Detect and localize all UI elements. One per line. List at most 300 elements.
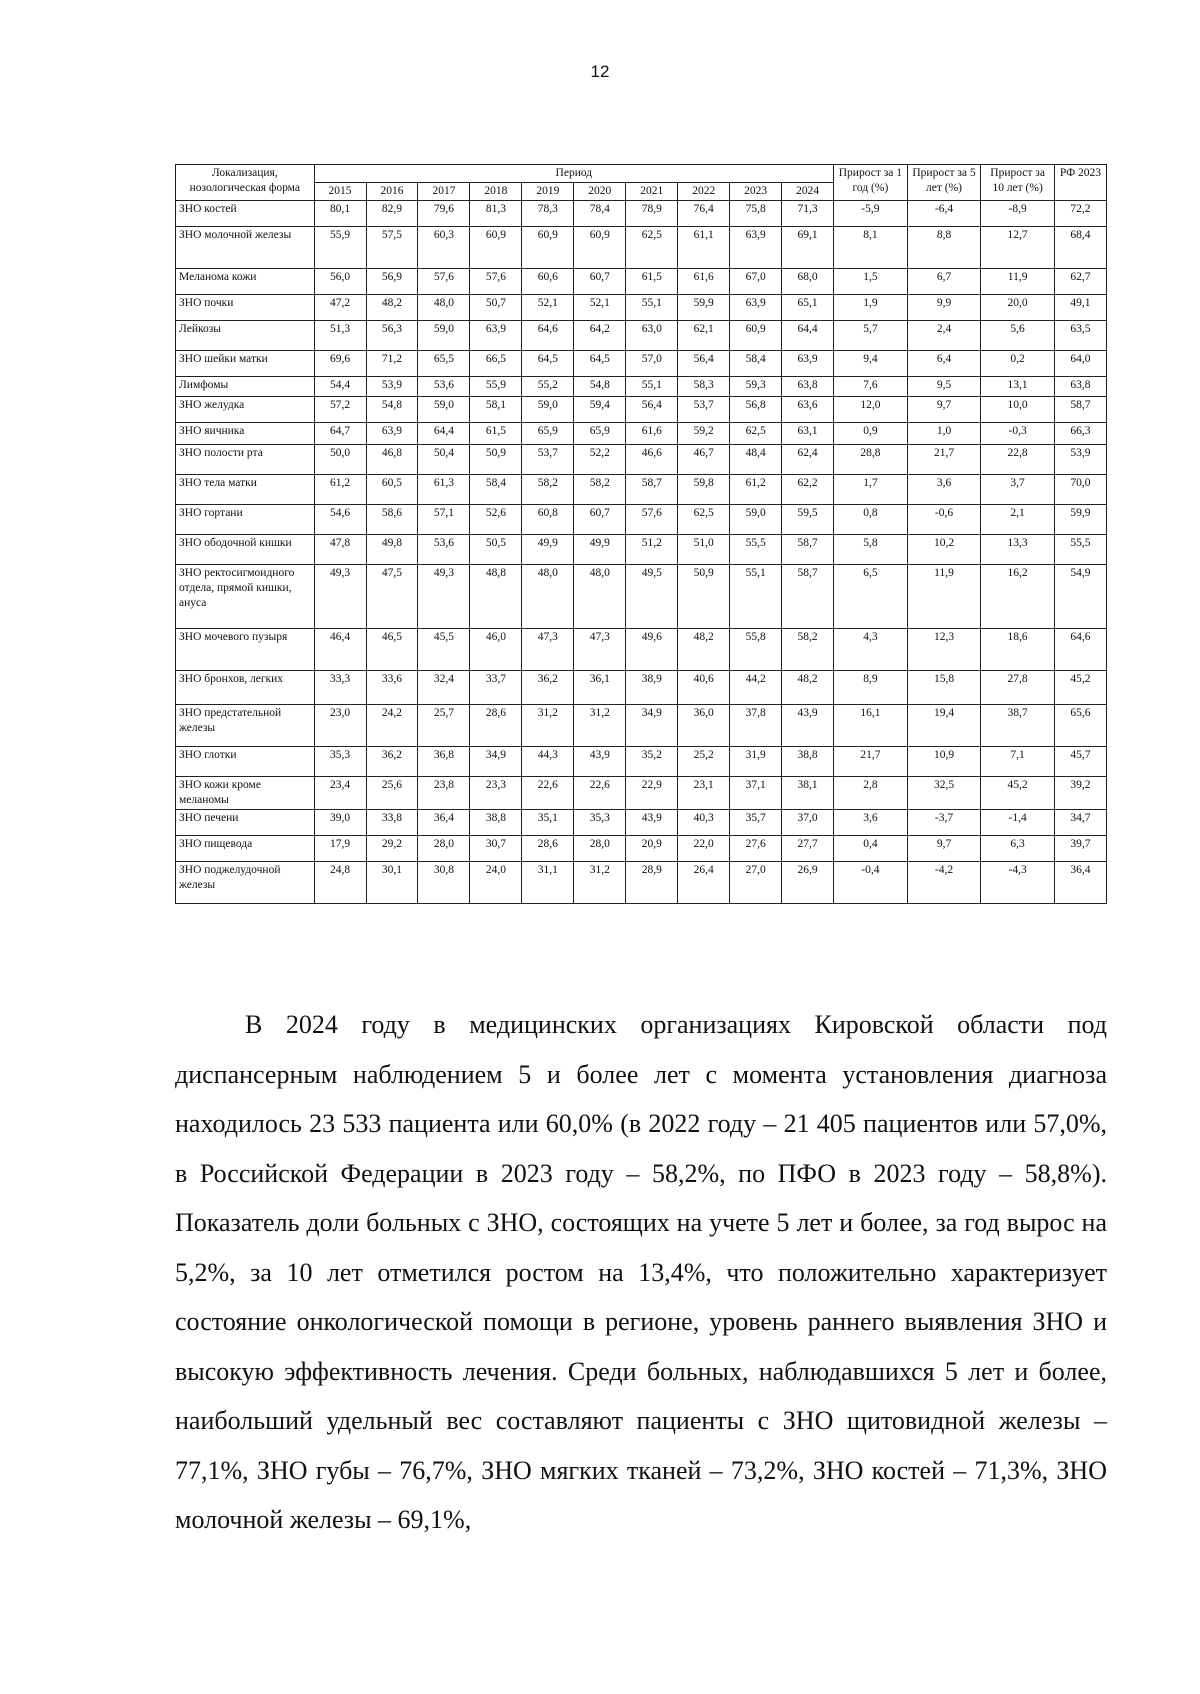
table-cell: 59,0 bbox=[730, 505, 782, 535]
table-row bbox=[176, 269, 1107, 295]
table-cell: 31,1 bbox=[522, 862, 574, 904]
table-row bbox=[176, 377, 1107, 397]
table-cell: 62,5 bbox=[730, 423, 782, 445]
row-label: ЗНО молочной железы bbox=[176, 227, 315, 269]
table-cell: 16,1 bbox=[834, 705, 908, 747]
table-cell: 61,6 bbox=[626, 423, 678, 445]
table-cell: -4,2 bbox=[907, 862, 981, 904]
table-cell: 32,4 bbox=[418, 671, 470, 705]
table-cell: 57,2 bbox=[314, 397, 366, 423]
table-cell: -6,4 bbox=[907, 201, 981, 227]
table-cell: 34,9 bbox=[626, 705, 678, 747]
table-cell: 48,2 bbox=[366, 295, 418, 321]
table-cell: 50,4 bbox=[418, 445, 470, 475]
table-cell: 20,0 bbox=[981, 295, 1055, 321]
table-cell: 25,7 bbox=[418, 705, 470, 747]
table-cell: 69,6 bbox=[314, 351, 366, 377]
table-cell: 71,2 bbox=[366, 351, 418, 377]
table-cell: 78,9 bbox=[626, 201, 678, 227]
table-cell: 65,9 bbox=[522, 423, 574, 445]
header-growth-1y: Прирост за 1 год (%) bbox=[834, 165, 908, 201]
table-cell: 6,5 bbox=[834, 565, 908, 629]
table-cell: 20,9 bbox=[626, 836, 678, 862]
table-cell: 35,3 bbox=[574, 810, 626, 836]
row-label: ЗНО ободочной кишки bbox=[176, 535, 315, 565]
body-paragraph: В 2024 году в медицинских организациях Кировской области под диспансерным наблюдением 5 и более лет с момента установления диагноза находилось 23 533 пациента или 60,0% (в 2022 году – 21 405 пациентов или 57,0%, в Российской Федерации в 2023 году – 58,2%, по ПФО в 2023 году – 58,8%). Показатель доли больных с ЗНО, состоящих на учете 5 лет и более, за год вырос на 5,2%, за 10 лет отметился ростом на 13,4%, что положительно характеризует состояние онкологической помощи в регионе, уровень раннего выявления ЗНО и высокую эффективность лечения. Среди больных, наблюдавшихся 5 лет и более, наибольший удельный вес составляют пациенты с ЗНО щитовидной железы – 77,1%, ЗНО губы – 76,7%, ЗНО мягких тканей – 73,2%, ЗНО костей – 71,3%, ЗНО молочной железы – 69,1%, bbox=[175, 1010, 1107, 1534]
table-cell: 34,7 bbox=[1054, 810, 1106, 836]
table-cell: 28,9 bbox=[626, 862, 678, 904]
header-year: 2019 bbox=[522, 183, 574, 201]
table-cell: 58,7 bbox=[782, 565, 834, 629]
table-cell: 23,3 bbox=[470, 777, 522, 810]
table-cell: 35,2 bbox=[626, 747, 678, 777]
table-cell: 16,2 bbox=[981, 565, 1055, 629]
table-cell: 60,9 bbox=[574, 227, 626, 269]
table-cell: 36,1 bbox=[574, 671, 626, 705]
table-cell: 35,7 bbox=[730, 810, 782, 836]
table-cell: 26,9 bbox=[782, 862, 834, 904]
row-label: ЗНО ректосигмоидного отдела, прямой кишки, ануса bbox=[176, 565, 315, 629]
header-rf-2023: РФ 2023 bbox=[1054, 165, 1106, 201]
header-year: 2020 bbox=[574, 183, 626, 201]
table-cell: 56,9 bbox=[366, 269, 418, 295]
table-cell: 44,3 bbox=[522, 747, 574, 777]
table-cell: 49,3 bbox=[418, 565, 470, 629]
table-cell: 59,8 bbox=[678, 475, 730, 505]
table-cell: 1,5 bbox=[834, 269, 908, 295]
table-cell: 33,6 bbox=[366, 671, 418, 705]
table-row bbox=[176, 705, 1107, 747]
table-cell: 13,1 bbox=[981, 377, 1055, 397]
table-cell: 31,2 bbox=[522, 705, 574, 747]
table-cell: 38,9 bbox=[626, 671, 678, 705]
table-cell: 33,8 bbox=[366, 810, 418, 836]
table-cell: 12,0 bbox=[834, 397, 908, 423]
table-cell: 10,2 bbox=[907, 535, 981, 565]
row-label: ЗНО почки bbox=[176, 295, 315, 321]
row-label: Меланома кожи bbox=[176, 269, 315, 295]
table-cell: 49,8 bbox=[366, 535, 418, 565]
table-cell: 0,4 bbox=[834, 836, 908, 862]
table-cell: 38,8 bbox=[470, 810, 522, 836]
table-cell: 62,5 bbox=[678, 505, 730, 535]
table-cell: 18,6 bbox=[981, 629, 1055, 671]
table-cell: 15,8 bbox=[907, 671, 981, 705]
table-cell: 58,2 bbox=[782, 629, 834, 671]
table-cell: 55,1 bbox=[730, 565, 782, 629]
table-cell: 55,8 bbox=[730, 629, 782, 671]
table-row bbox=[176, 535, 1107, 565]
row-label: ЗНО яичника bbox=[176, 423, 315, 445]
table-cell: 62,1 bbox=[678, 321, 730, 351]
table-cell: 11,9 bbox=[981, 269, 1055, 295]
table-cell: 64,5 bbox=[522, 351, 574, 377]
table-cell: 40,6 bbox=[678, 671, 730, 705]
table-cell: 61,1 bbox=[678, 227, 730, 269]
table-cell: 75,8 bbox=[730, 201, 782, 227]
table-cell: 53,6 bbox=[418, 535, 470, 565]
table-cell: 53,7 bbox=[522, 445, 574, 475]
table-cell: 59,0 bbox=[522, 397, 574, 423]
table-cell: 23,0 bbox=[314, 705, 366, 747]
table-row bbox=[176, 747, 1107, 777]
table-cell: 5,6 bbox=[981, 321, 1055, 351]
table-cell: -5,9 bbox=[834, 201, 908, 227]
table-cell: 47,8 bbox=[314, 535, 366, 565]
table-cell: -1,4 bbox=[981, 810, 1055, 836]
table-cell: 8,8 bbox=[907, 227, 981, 269]
table-cell: 55,9 bbox=[314, 227, 366, 269]
table-cell: 32,5 bbox=[907, 777, 981, 810]
table-cell: 28,0 bbox=[418, 836, 470, 862]
table-cell: 2,8 bbox=[834, 777, 908, 810]
table-cell: 25,6 bbox=[366, 777, 418, 810]
table-cell: 82,9 bbox=[366, 201, 418, 227]
table-cell: 50,9 bbox=[678, 565, 730, 629]
table-cell: 49,3 bbox=[314, 565, 366, 629]
table-cell: -0,3 bbox=[981, 423, 1055, 445]
table-cell: 60,3 bbox=[418, 227, 470, 269]
table-cell: 57,6 bbox=[418, 269, 470, 295]
table-cell: 26,4 bbox=[678, 862, 730, 904]
table-cell: 43,9 bbox=[626, 810, 678, 836]
table-cell: 72,2 bbox=[1054, 201, 1106, 227]
table-cell: 3,6 bbox=[907, 475, 981, 505]
table-cell: 31,9 bbox=[730, 747, 782, 777]
table-cell: 49,6 bbox=[626, 629, 678, 671]
table-cell: 60,6 bbox=[522, 269, 574, 295]
table-cell: 23,1 bbox=[678, 777, 730, 810]
table-cell: 48,2 bbox=[678, 629, 730, 671]
table-cell: 67,0 bbox=[730, 269, 782, 295]
table-cell: 56,8 bbox=[730, 397, 782, 423]
table-cell: 46,7 bbox=[678, 445, 730, 475]
table-cell: 55,9 bbox=[470, 377, 522, 397]
table-cell: 22,6 bbox=[522, 777, 574, 810]
table-cell: 39,2 bbox=[1054, 777, 1106, 810]
table-cell: 62,4 bbox=[782, 445, 834, 475]
table-cell: 52,1 bbox=[522, 295, 574, 321]
table-cell: 60,7 bbox=[574, 269, 626, 295]
page-number: 12 bbox=[590, 62, 610, 81]
table-cell: 58,2 bbox=[522, 475, 574, 505]
table-cell: 7,1 bbox=[981, 747, 1055, 777]
table-cell: 52,1 bbox=[574, 295, 626, 321]
table-cell: 58,7 bbox=[782, 535, 834, 565]
table-cell: 61,6 bbox=[678, 269, 730, 295]
table-cell: 49,9 bbox=[522, 535, 574, 565]
table-cell: 31,2 bbox=[574, 705, 626, 747]
table-cell: 21,7 bbox=[907, 445, 981, 475]
table-cell: 0,8 bbox=[834, 505, 908, 535]
table-cell: 27,6 bbox=[730, 836, 782, 862]
row-label: ЗНО костей bbox=[176, 201, 315, 227]
table-cell: 60,7 bbox=[574, 505, 626, 535]
row-label: ЗНО предстательной железы bbox=[176, 705, 315, 747]
table-cell: 6,4 bbox=[907, 351, 981, 377]
row-label: Лимфомы bbox=[176, 377, 315, 397]
table-cell: 9,9 bbox=[907, 295, 981, 321]
table-cell: 56,3 bbox=[366, 321, 418, 351]
table-cell: 47,5 bbox=[366, 565, 418, 629]
table-cell: 81,3 bbox=[470, 201, 522, 227]
table-cell: 48,8 bbox=[470, 565, 522, 629]
table-row bbox=[176, 201, 1107, 227]
table-cell: 59,4 bbox=[574, 397, 626, 423]
table-row bbox=[176, 397, 1107, 423]
table-cell: 44,2 bbox=[730, 671, 782, 705]
table-cell: 40,3 bbox=[678, 810, 730, 836]
table-cell: 22,9 bbox=[626, 777, 678, 810]
table-cell: 63,8 bbox=[1054, 377, 1106, 397]
table-cell: 53,9 bbox=[366, 377, 418, 397]
table-row bbox=[176, 227, 1107, 269]
table-cell: 60,5 bbox=[366, 475, 418, 505]
table-cell: 45,5 bbox=[418, 629, 470, 671]
table-cell: -0,6 bbox=[907, 505, 981, 535]
table-cell: 58,6 bbox=[366, 505, 418, 535]
table-cell: 58,7 bbox=[626, 475, 678, 505]
table-cell: 63,9 bbox=[730, 227, 782, 269]
table-cell: -8,9 bbox=[981, 201, 1055, 227]
table-cell: 53,6 bbox=[418, 377, 470, 397]
table-row bbox=[176, 629, 1107, 671]
table-cell: 57,6 bbox=[626, 505, 678, 535]
table-cell: 49,5 bbox=[626, 565, 678, 629]
table-cell: 57,1 bbox=[418, 505, 470, 535]
table-cell: 37,1 bbox=[730, 777, 782, 810]
table-cell: 38,7 bbox=[981, 705, 1055, 747]
table-cell: 50,5 bbox=[470, 535, 522, 565]
table-cell: 63,6 bbox=[782, 397, 834, 423]
table-cell: -0,4 bbox=[834, 862, 908, 904]
table-cell: 66,5 bbox=[470, 351, 522, 377]
table-cell: 6,7 bbox=[907, 269, 981, 295]
table-cell: 50,9 bbox=[470, 445, 522, 475]
header-growth-10y: Прирост за 10 лет (%) bbox=[981, 165, 1055, 201]
table-cell: 23,4 bbox=[314, 777, 366, 810]
table-cell: 55,2 bbox=[522, 377, 574, 397]
table-cell: 76,4 bbox=[678, 201, 730, 227]
table-cell: 2,4 bbox=[907, 321, 981, 351]
table-cell: 63,1 bbox=[782, 423, 834, 445]
table-cell: 47,3 bbox=[574, 629, 626, 671]
table-cell: 45,2 bbox=[981, 777, 1055, 810]
table-cell: 12,7 bbox=[981, 227, 1055, 269]
table-cell: 65,5 bbox=[418, 351, 470, 377]
table-cell: -3,7 bbox=[907, 810, 981, 836]
table-cell: 33,3 bbox=[314, 671, 366, 705]
table-cell: 57,0 bbox=[626, 351, 678, 377]
table-cell: 60,9 bbox=[470, 227, 522, 269]
table-cell: 46,6 bbox=[626, 445, 678, 475]
table-cell: 55,1 bbox=[626, 295, 678, 321]
table-row bbox=[176, 836, 1107, 862]
table-cell: 61,5 bbox=[470, 423, 522, 445]
row-label: ЗНО шейки матки bbox=[176, 351, 315, 377]
table-cell: 50,0 bbox=[314, 445, 366, 475]
table-cell: 38,1 bbox=[782, 777, 834, 810]
table-cell: 65,1 bbox=[782, 295, 834, 321]
table-cell: 59,3 bbox=[730, 377, 782, 397]
table-cell: 69,1 bbox=[782, 227, 834, 269]
table-cell: 57,6 bbox=[470, 269, 522, 295]
table-cell: 27,0 bbox=[730, 862, 782, 904]
table-cell: 59,2 bbox=[678, 423, 730, 445]
header-year: 2018 bbox=[470, 183, 522, 201]
table-cell: 56,4 bbox=[678, 351, 730, 377]
header-growth-5y: Прирост за 5 лет (%) bbox=[907, 165, 981, 201]
table-cell: 59,0 bbox=[418, 397, 470, 423]
table-cell: 59,5 bbox=[782, 505, 834, 535]
table-cell: 53,7 bbox=[678, 397, 730, 423]
row-label: ЗНО поджелудочной железы bbox=[176, 862, 315, 904]
table-cell: 53,9 bbox=[1054, 445, 1106, 475]
table-cell: 22,8 bbox=[981, 445, 1055, 475]
table-cell: 36,0 bbox=[678, 705, 730, 747]
row-label: ЗНО тела матки bbox=[176, 475, 315, 505]
table-cell: 21,7 bbox=[834, 747, 908, 777]
table-cell: 59,0 bbox=[418, 321, 470, 351]
table-cell: 22,0 bbox=[678, 836, 730, 862]
table-header-row bbox=[176, 165, 1107, 183]
row-label: ЗНО пищевода bbox=[176, 836, 315, 862]
table-cell: 61,2 bbox=[730, 475, 782, 505]
header-year: 2015 bbox=[314, 183, 366, 201]
row-label: ЗНО желудка bbox=[176, 397, 315, 423]
table-cell: 48,0 bbox=[418, 295, 470, 321]
header-period: Период bbox=[314, 165, 834, 183]
table-cell: 48,2 bbox=[782, 671, 834, 705]
table-row bbox=[176, 671, 1107, 705]
table-cell: 9,4 bbox=[834, 351, 908, 377]
table-cell: 31,2 bbox=[574, 862, 626, 904]
table-cell: 8,1 bbox=[834, 227, 908, 269]
table-cell: 37,0 bbox=[782, 810, 834, 836]
table-cell: 64,7 bbox=[314, 423, 366, 445]
row-label: ЗНО глотки bbox=[176, 747, 315, 777]
table-cell: 0,9 bbox=[834, 423, 908, 445]
table-cell: 64,6 bbox=[1054, 629, 1106, 671]
table-cell: 50,7 bbox=[470, 295, 522, 321]
table-cell: 24,0 bbox=[470, 862, 522, 904]
table-cell: 49,9 bbox=[574, 535, 626, 565]
table-cell: 45,2 bbox=[1054, 671, 1106, 705]
table-cell: 7,6 bbox=[834, 377, 908, 397]
table-cell: 45,7 bbox=[1054, 747, 1106, 777]
table-cell: 63,8 bbox=[782, 377, 834, 397]
header-year: 2016 bbox=[366, 183, 418, 201]
table-cell: 64,5 bbox=[574, 351, 626, 377]
table-cell: 62,7 bbox=[1054, 269, 1106, 295]
table-cell: 71,3 bbox=[782, 201, 834, 227]
table-cell: 4,3 bbox=[834, 629, 908, 671]
row-label: Лейкозы bbox=[176, 321, 315, 351]
table-cell: 64,0 bbox=[1054, 351, 1106, 377]
table-cell: 62,5 bbox=[626, 227, 678, 269]
table-cell: 36,2 bbox=[366, 747, 418, 777]
table-cell: 60,9 bbox=[522, 227, 574, 269]
header-year: 2024 bbox=[782, 183, 834, 201]
table-cell: 12,3 bbox=[907, 629, 981, 671]
table-cell: 64,4 bbox=[782, 321, 834, 351]
table-cell: 9,7 bbox=[907, 397, 981, 423]
table-cell: 2,1 bbox=[981, 505, 1055, 535]
table-cell: 46,0 bbox=[470, 629, 522, 671]
table-cell: 65,6 bbox=[1054, 705, 1106, 747]
table-cell: 51,2 bbox=[626, 535, 678, 565]
table-row bbox=[176, 810, 1107, 836]
table-cell: 64,4 bbox=[418, 423, 470, 445]
table-row bbox=[176, 321, 1107, 351]
table-cell: -4,3 bbox=[981, 862, 1055, 904]
table-cell: 43,9 bbox=[782, 705, 834, 747]
table-cell: 55,5 bbox=[1054, 535, 1106, 565]
table-cell: 38,8 bbox=[782, 747, 834, 777]
table-cell: 58,7 bbox=[1054, 397, 1106, 423]
table-cell: 24,8 bbox=[314, 862, 366, 904]
table-cell: 54,8 bbox=[574, 377, 626, 397]
table-cell: 48,4 bbox=[730, 445, 782, 475]
table-cell: 64,2 bbox=[574, 321, 626, 351]
table-cell: 25,2 bbox=[678, 747, 730, 777]
row-label: ЗНО полости рта bbox=[176, 445, 315, 475]
table-cell: 48,0 bbox=[522, 565, 574, 629]
table-row bbox=[176, 777, 1107, 810]
table-cell: 49,1 bbox=[1054, 295, 1106, 321]
table-cell: 10,0 bbox=[981, 397, 1055, 423]
table-cell: 80,1 bbox=[314, 201, 366, 227]
table-cell: 60,8 bbox=[522, 505, 574, 535]
table-cell: 68,4 bbox=[1054, 227, 1106, 269]
table-row bbox=[176, 505, 1107, 535]
table-cell: 61,5 bbox=[626, 269, 678, 295]
table-cell: 28,6 bbox=[522, 836, 574, 862]
table-body bbox=[176, 201, 1107, 904]
table-cell: 39,7 bbox=[1054, 836, 1106, 862]
table-cell: 70,0 bbox=[1054, 475, 1106, 505]
table-cell: 28,8 bbox=[834, 445, 908, 475]
table-cell: 22,6 bbox=[574, 777, 626, 810]
table-cell: 0,2 bbox=[981, 351, 1055, 377]
table-cell: 8,9 bbox=[834, 671, 908, 705]
table-cell: 9,5 bbox=[907, 377, 981, 397]
table-cell: 59,9 bbox=[1054, 505, 1106, 535]
table-cell: 78,3 bbox=[522, 201, 574, 227]
table-cell: 30,1 bbox=[366, 862, 418, 904]
row-label: ЗНО печени bbox=[176, 810, 315, 836]
table-cell: 3,6 bbox=[834, 810, 908, 836]
table-cell: 58,4 bbox=[730, 351, 782, 377]
table-cell: 52,2 bbox=[574, 445, 626, 475]
table-cell: 1,9 bbox=[834, 295, 908, 321]
table-cell: 63,0 bbox=[626, 321, 678, 351]
table-cell: 58,2 bbox=[574, 475, 626, 505]
table-cell: 63,9 bbox=[366, 423, 418, 445]
table-row bbox=[176, 862, 1107, 904]
table-cell: 30,7 bbox=[470, 836, 522, 862]
table-cell: 63,9 bbox=[730, 295, 782, 321]
table-cell: 17,9 bbox=[314, 836, 366, 862]
header-year: 2021 bbox=[626, 183, 678, 201]
table-cell: 56,4 bbox=[626, 397, 678, 423]
table-cell: 36,2 bbox=[522, 671, 574, 705]
table-cell: 63,9 bbox=[470, 321, 522, 351]
table-cell: 55,5 bbox=[730, 535, 782, 565]
table-cell: 66,3 bbox=[1054, 423, 1106, 445]
table-cell: 24,2 bbox=[366, 705, 418, 747]
table-cell: 19,4 bbox=[907, 705, 981, 747]
